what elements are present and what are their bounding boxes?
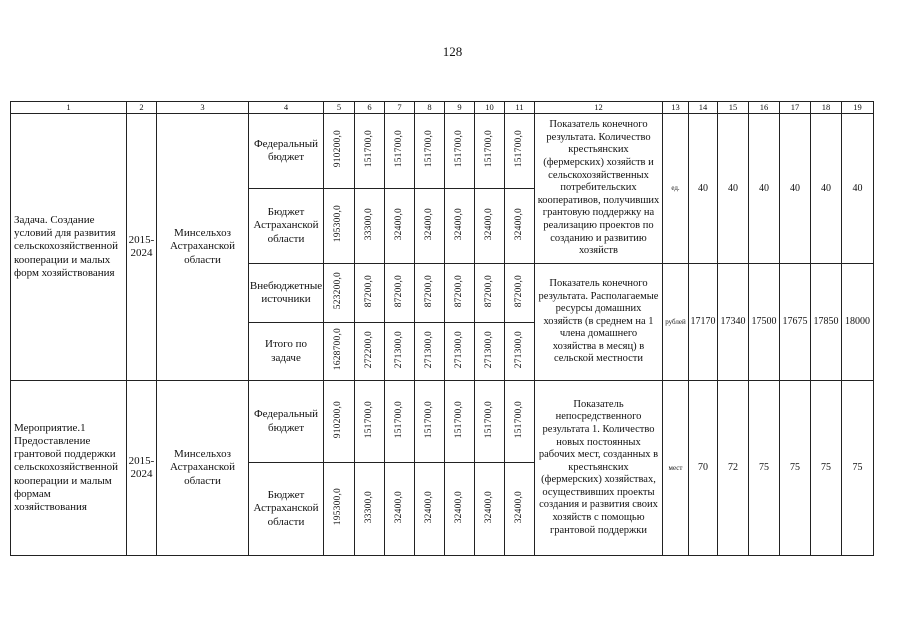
indicator-value: 75 bbox=[780, 381, 811, 556]
header-row bbox=[11, 102, 874, 114]
amount-cell: 195300,0 bbox=[324, 189, 355, 264]
table-row bbox=[11, 114, 874, 189]
amount-cell: 32400,0 bbox=[385, 189, 415, 264]
amount-cell: 910200,0 bbox=[324, 381, 355, 463]
indicator-value: 40 bbox=[811, 114, 842, 264]
amount-cell: 151700,0 bbox=[385, 114, 415, 189]
header-cell: 11 bbox=[505, 102, 535, 114]
amount-cell: 32400,0 bbox=[385, 463, 415, 556]
indicator-value: 18000 bbox=[842, 264, 874, 381]
indicator-value: 40 bbox=[842, 114, 874, 264]
indicator-unit: мест bbox=[663, 381, 689, 556]
amount-cell: 271300,0 bbox=[475, 323, 505, 381]
amount-cell: 151700,0 bbox=[355, 114, 385, 189]
header-cell: 9 bbox=[445, 102, 475, 114]
header-cell: 15 bbox=[718, 102, 749, 114]
header-cell: 8 bbox=[415, 102, 445, 114]
table-row bbox=[11, 381, 874, 463]
indicator-text: Показатель конечного результата. Количество крестьянских (фермерских) хозяйств и сельскохозяйственных потребительских кооперативов, получивших грантовую поддержку на реализацию проектов по созданию и развитию хозяйств bbox=[535, 114, 663, 264]
header-cell: 3 bbox=[157, 102, 249, 114]
indicator-value: 75 bbox=[811, 381, 842, 556]
amount-cell: 32400,0 bbox=[505, 189, 535, 264]
period: 2015-2024 bbox=[127, 381, 157, 556]
amount-cell: 910200,0 bbox=[324, 114, 355, 189]
indicator-value: 17500 bbox=[749, 264, 780, 381]
amount-cell: 33300,0 bbox=[355, 189, 385, 264]
funding-source: Федеральный бюджет bbox=[249, 381, 324, 463]
indicator-value: 75 bbox=[842, 381, 874, 556]
funding-source: Внебюджетные источники bbox=[249, 264, 324, 323]
amount-cell: 271300,0 bbox=[415, 323, 445, 381]
amount-cell: 151700,0 bbox=[385, 381, 415, 463]
indicator-value: 40 bbox=[749, 114, 780, 264]
amount-cell: 32400,0 bbox=[415, 189, 445, 264]
header-cell: 19 bbox=[842, 102, 874, 114]
page-number: 128 bbox=[442, 44, 463, 59]
header-cell: 2 bbox=[127, 102, 157, 114]
amount-cell: 87200,0 bbox=[475, 264, 505, 323]
amount-cell: 271300,0 bbox=[445, 323, 475, 381]
header-cell: 4 bbox=[249, 102, 324, 114]
header-cell: 16 bbox=[749, 102, 780, 114]
task-name: Задача. Создание условий для развития сельскохозяйственной кооперации и малых форм хозяйствования bbox=[11, 114, 127, 381]
amount-cell: 33300,0 bbox=[355, 463, 385, 556]
amount-cell: 87200,0 bbox=[505, 264, 535, 323]
header-cell: 13 bbox=[663, 102, 689, 114]
indicator-unit: рублей bbox=[663, 264, 689, 381]
indicator-value: 17675 bbox=[780, 264, 811, 381]
indicator-value: 17170 bbox=[689, 264, 718, 381]
header-cell: 18 bbox=[811, 102, 842, 114]
amount-cell: 32400,0 bbox=[475, 463, 505, 556]
executor: Минсельхоз Астраханской области bbox=[157, 381, 249, 556]
amount-cell: 523200,0 bbox=[324, 264, 355, 323]
amount-cell: 1628700,0 bbox=[324, 323, 355, 381]
indicator-unit: ед. bbox=[663, 114, 689, 264]
amount-cell: 151700,0 bbox=[415, 114, 445, 189]
amount-cell: 32400,0 bbox=[445, 189, 475, 264]
activity-name: Мероприятие.1 Предоставление грантовой поддержки сельскохозяйственной кооперации и малым формам хозяйствования bbox=[11, 381, 127, 556]
amount-cell: 271300,0 bbox=[385, 323, 415, 381]
header-cell: 12 bbox=[535, 102, 663, 114]
amount-cell: 272200,0 bbox=[355, 323, 385, 381]
indicator-value: 40 bbox=[689, 114, 718, 264]
amount-cell: 151700,0 bbox=[505, 381, 535, 463]
amount-cell: 32400,0 bbox=[505, 463, 535, 556]
header-cell: 7 bbox=[385, 102, 415, 114]
amount-cell: 87200,0 bbox=[445, 264, 475, 323]
amount-cell: 151700,0 bbox=[355, 381, 385, 463]
header-cell: 5 bbox=[324, 102, 355, 114]
indicator-text: Показатель конечного результата. Располагаемые ресурсы домашних хозяйств (в среднем на 1 члена домашнего хозяйства в месяц) в сельской местности bbox=[535, 264, 663, 381]
amount-cell: 195300,0 bbox=[324, 463, 355, 556]
amount-cell: 151700,0 bbox=[445, 381, 475, 463]
indicator-value: 40 bbox=[718, 114, 749, 264]
header-cell: 10 bbox=[475, 102, 505, 114]
amount-cell: 151700,0 bbox=[475, 381, 505, 463]
period: 2015-2024 bbox=[127, 114, 157, 381]
amount-cell: 151700,0 bbox=[505, 114, 535, 189]
indicator-value: 17850 bbox=[811, 264, 842, 381]
funding-source: Бюджет Астраханской области bbox=[249, 189, 324, 264]
amount-cell: 32400,0 bbox=[415, 463, 445, 556]
funding-source: Бюджет Астраханской области bbox=[249, 463, 324, 556]
indicator-value: 40 bbox=[780, 114, 811, 264]
amount-cell: 32400,0 bbox=[445, 463, 475, 556]
amount-cell: 151700,0 bbox=[445, 114, 475, 189]
amount-cell: 87200,0 bbox=[415, 264, 445, 323]
executor: Минсельхоз Астраханской области bbox=[157, 114, 249, 381]
funding-source: Итого по задаче bbox=[249, 323, 324, 381]
header-cell: 1 bbox=[11, 102, 127, 114]
amount-cell: 32400,0 bbox=[475, 189, 505, 264]
funding-source: Федеральный бюджет bbox=[249, 114, 324, 189]
indicator-value: 72 bbox=[718, 381, 749, 556]
header-cell: 6 bbox=[355, 102, 385, 114]
amount-cell: 151700,0 bbox=[415, 381, 445, 463]
program-table bbox=[10, 101, 874, 556]
indicator-text: Показатель непосредственного результата 1. Количество новых постоянных рабочих мест, созданных в крестьянских (фермерских) хозяйствах, осуществивших проекты создания и развития своих хозяйств с помощью грантовой поддержки bbox=[535, 381, 663, 556]
indicator-value: 17340 bbox=[718, 264, 749, 381]
header-cell: 14 bbox=[689, 102, 718, 114]
amount-cell: 87200,0 bbox=[355, 264, 385, 323]
amount-cell: 87200,0 bbox=[385, 264, 415, 323]
amount-cell: 271300,0 bbox=[505, 323, 535, 381]
amount-cell: 151700,0 bbox=[475, 114, 505, 189]
indicator-value: 70 bbox=[689, 381, 718, 556]
indicator-value: 75 bbox=[749, 381, 780, 556]
header-cell: 17 bbox=[780, 102, 811, 114]
